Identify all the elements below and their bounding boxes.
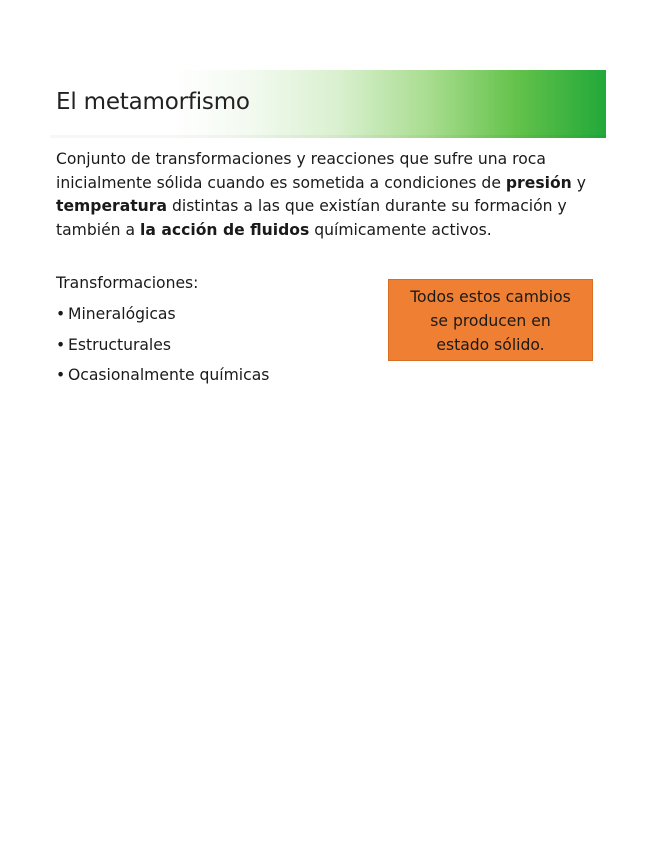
transformaciones-list bbox=[56, 304, 269, 396]
solid-state-callout bbox=[388, 279, 593, 361]
list-item-label: Mineralógicas bbox=[68, 305, 176, 323]
keyword-temperatura: temperatura bbox=[56, 197, 167, 215]
list-item-estructurales bbox=[56, 335, 269, 366]
definition-text-2: y bbox=[571, 173, 586, 192]
callout-line-3: estado sólido. bbox=[436, 336, 545, 354]
bullet-icon: • bbox=[56, 366, 66, 384]
keyword-presion: presión bbox=[505, 173, 572, 192]
definition-paragraph bbox=[56, 148, 616, 242]
title-banner bbox=[50, 70, 606, 138]
definition-text-3: distintas a las que existían durante su formación y también a bbox=[56, 197, 567, 239]
bullet-icon: • bbox=[56, 305, 66, 323]
bullet-icon: • bbox=[56, 335, 66, 354]
page-title: El metamorfismo bbox=[56, 89, 250, 115]
list-item-mineralogicas bbox=[56, 304, 269, 335]
definition-text-1: Conjunto de transformaciones y reacciones que sufre una roca inicialmente sólida cuando es sometida a condiciones de bbox=[56, 150, 546, 192]
keyword-fluidos: la acción de fluidos bbox=[140, 220, 310, 239]
list-item-label: Ocasionalmente químicas bbox=[68, 366, 270, 384]
definition-text-4: químicamente activos. bbox=[309, 220, 492, 239]
list-item-quimicas bbox=[56, 365, 269, 396]
callout-line-2: se producen en bbox=[430, 312, 551, 330]
callout-line-1: Todos estos cambios bbox=[410, 288, 571, 306]
list-item-label: Estructurales bbox=[68, 335, 171, 354]
transformaciones-heading: Transformaciones: bbox=[56, 274, 199, 292]
